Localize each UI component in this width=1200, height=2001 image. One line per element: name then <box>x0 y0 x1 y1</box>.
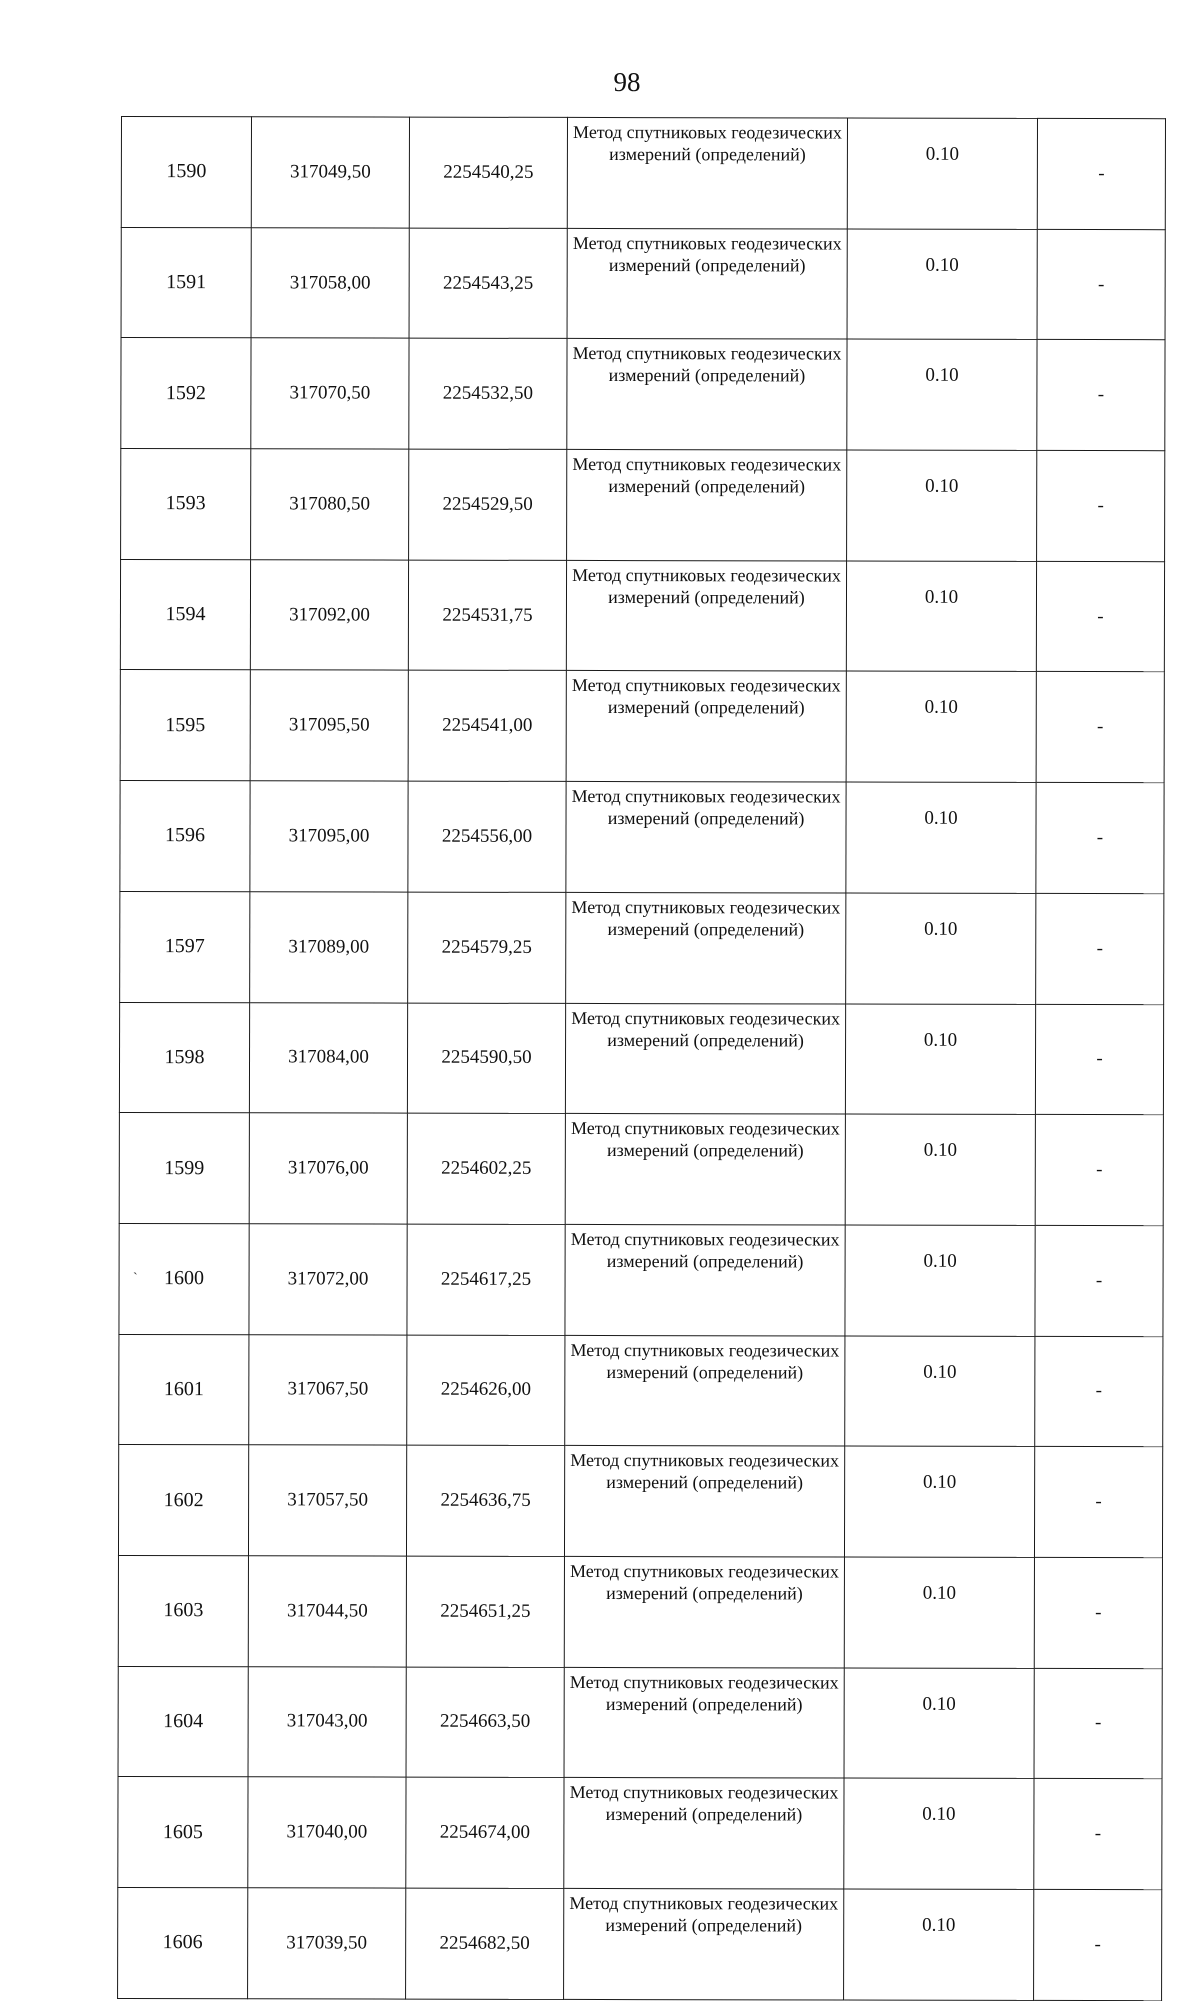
x-coordinate-cell: 317049,50 <box>251 117 409 228</box>
page-number: 98 <box>613 67 641 97</box>
x-coordinate-cell: 317080,50 <box>251 449 409 560</box>
accuracy-cell: 0.10 <box>844 1557 1034 1668</box>
note-cell: - <box>1036 672 1164 783</box>
y-coordinate-cell: 2254540,25 <box>409 117 567 228</box>
note-cell: - <box>1037 229 1165 340</box>
method-cell: Метод спутниковых геодезических измерений (определений) <box>566 560 846 671</box>
accuracy-cell: 0.10 <box>845 1004 1035 1115</box>
point-number-cell: 1600 <box>119 1223 249 1334</box>
x-coordinate-cell: 317076,00 <box>249 1113 407 1224</box>
point-number-cell: 1592 <box>121 338 251 449</box>
accuracy-cell: 0.10 <box>847 450 1037 561</box>
accuracy-cell: 0.10 <box>847 118 1037 229</box>
y-coordinate-cell: 2254579,25 <box>408 892 566 1003</box>
table-row <box>120 781 1164 894</box>
accuracy-cell: 0.10 <box>845 1336 1035 1447</box>
note-cell: - <box>1037 118 1165 229</box>
x-coordinate-cell: 317092,00 <box>250 560 408 671</box>
accuracy-cell: 0.10 <box>844 1778 1034 1889</box>
method-cell: Метод спутниковых геодезических измерений (определений) <box>565 1335 845 1446</box>
accuracy-cell: 0.10 <box>846 561 1036 672</box>
method-cell: Метод спутниковых геодезических измерений (определений) <box>567 228 847 339</box>
y-coordinate-cell: 2254541,00 <box>408 671 566 782</box>
y-coordinate-cell: 2254602,25 <box>407 1113 565 1224</box>
note-cell: - <box>1036 783 1164 894</box>
x-coordinate-cell: 317089,00 <box>250 892 408 1003</box>
method-cell: Метод спутниковых геодезических измерений (определений) <box>564 1778 844 1889</box>
table-row <box>119 1334 1163 1447</box>
x-coordinate-cell: 317039,50 <box>248 1888 406 1999</box>
accuracy-cell: 0.10 <box>846 782 1036 893</box>
y-coordinate-cell: 2254617,25 <box>407 1224 565 1335</box>
point-number-cell: 1591 <box>121 227 251 338</box>
y-coordinate-cell: 2254626,00 <box>407 1335 565 1446</box>
x-coordinate-cell: 317095,50 <box>250 670 408 781</box>
coordinates-table-body <box>118 117 1166 2001</box>
note-cell: - <box>1036 893 1164 1004</box>
method-cell: Метод спутниковых геодезических измерений (определений) <box>564 1888 844 1999</box>
table-row <box>119 1113 1163 1226</box>
x-coordinate-cell: 317095,00 <box>250 781 408 892</box>
point-number-cell: 1597 <box>120 891 250 1002</box>
point-number-cell: 1606 <box>118 1887 248 1998</box>
note-cell: - <box>1034 1668 1162 1779</box>
accuracy-cell: 0.10 <box>845 1114 1035 1225</box>
x-coordinate-cell: 317058,00 <box>251 227 409 338</box>
note-cell: - <box>1036 561 1164 672</box>
table-row <box>121 227 1165 340</box>
note-cell: - <box>1035 1115 1163 1226</box>
y-coordinate-cell: 2254590,50 <box>407 1003 565 1114</box>
method-cell: Метод спутниковых геодезических измерений (определений) <box>564 1446 844 1557</box>
point-number-cell: 1601 <box>119 1334 249 1445</box>
point-number-cell: 1593 <box>121 449 251 560</box>
accuracy-cell: 0.10 <box>847 229 1037 340</box>
method-cell: Метод спутниковых геодезических измерений (определений) <box>564 1667 844 1778</box>
point-number-cell: 1605 <box>118 1777 248 1888</box>
method-cell: Метод спутниковых геодезических измерений (определений) <box>566 782 846 893</box>
point-number-cell: 1604 <box>118 1666 248 1777</box>
accuracy-cell: 0.10 <box>846 893 1036 1004</box>
table-row <box>121 117 1165 230</box>
note-cell: - <box>1035 1336 1163 1447</box>
note-cell: - <box>1035 1225 1163 1336</box>
x-coordinate-cell: 317043,00 <box>248 1666 406 1777</box>
y-coordinate-cell: 2254636,75 <box>406 1445 564 1556</box>
x-coordinate-cell: 317044,50 <box>248 1556 406 1667</box>
method-cell: Метод спутниковых геодезических измерений (определений) <box>566 892 846 1003</box>
scan-mark: ` <box>133 1271 138 1286</box>
point-number-cell: 1590 <box>121 117 251 228</box>
y-coordinate-cell: 2254543,25 <box>409 228 567 339</box>
accuracy-cell: 0.10 <box>846 671 1036 782</box>
accuracy-cell: 0.10 <box>845 1225 1035 1336</box>
table-row <box>119 1223 1163 1336</box>
x-coordinate-cell: 317040,00 <box>248 1777 406 1888</box>
table-row <box>120 670 1164 783</box>
x-coordinate-cell: 317057,50 <box>248 1445 406 1556</box>
table-row <box>118 1555 1162 1668</box>
note-cell: - <box>1034 1557 1162 1668</box>
y-coordinate-cell: 2254529,50 <box>409 449 567 560</box>
method-cell: Метод спутниковых геодезических измерений (определений) <box>567 117 847 228</box>
point-number-cell: 1595 <box>120 670 250 781</box>
method-cell: Метод спутниковых геодезических измерений (определений) <box>565 1003 845 1114</box>
note-cell: - <box>1035 1004 1163 1115</box>
coordinates-table <box>117 116 1166 2001</box>
table-row <box>118 1777 1162 1890</box>
y-coordinate-cell: 2254651,25 <box>406 1556 564 1667</box>
point-number-cell: 1602 <box>118 1445 248 1556</box>
table-row <box>118 1445 1162 1558</box>
point-number-cell: 1599 <box>119 1113 249 1224</box>
y-coordinate-cell: 2254556,00 <box>408 781 566 892</box>
accuracy-cell: 0.10 <box>847 339 1037 450</box>
point-number-cell: 1603 <box>118 1555 248 1666</box>
method-cell: Метод спутниковых геодезических измерений (определений) <box>565 1114 845 1225</box>
y-coordinate-cell: 2254674,00 <box>406 1777 564 1888</box>
method-cell: Метод спутниковых геодезических измерений (определений) <box>567 449 847 560</box>
table-row <box>118 1887 1162 2000</box>
table-row <box>120 891 1164 1004</box>
y-coordinate-cell: 2254531,75 <box>408 560 566 671</box>
method-cell: Метод спутниковых геодезических измерений (определений) <box>567 339 847 450</box>
note-cell: - <box>1034 1889 1162 2000</box>
accuracy-cell: 0.10 <box>844 1446 1034 1557</box>
y-coordinate-cell: 2254682,50 <box>406 1888 564 1999</box>
table-row <box>120 559 1164 672</box>
method-cell: Метод спутниковых геодезических измерений (определений) <box>564 1556 844 1667</box>
x-coordinate-cell: 317072,00 <box>249 1224 407 1335</box>
accuracy-cell: 0.10 <box>844 1668 1034 1779</box>
x-coordinate-cell: 317084,00 <box>249 1002 407 1113</box>
note-cell: - <box>1034 1447 1162 1558</box>
note-cell: - <box>1037 450 1165 561</box>
x-coordinate-cell: 317067,50 <box>249 1334 407 1445</box>
y-coordinate-cell: 2254532,50 <box>409 338 567 449</box>
note-cell: - <box>1034 1779 1162 1890</box>
point-number-cell: 1598 <box>119 1002 249 1113</box>
table-row <box>118 1666 1162 1779</box>
x-coordinate-cell: 317070,50 <box>251 338 409 449</box>
table-row <box>119 1002 1163 1115</box>
accuracy-cell: 0.10 <box>844 1889 1034 2000</box>
method-cell: Метод спутниковых геодезических измерений (определений) <box>565 1224 845 1335</box>
note-cell: - <box>1037 340 1165 451</box>
y-coordinate-cell: 2254663,50 <box>406 1667 564 1778</box>
table-row <box>121 449 1165 562</box>
method-cell: Метод спутниковых геодезических измерений (определений) <box>566 671 846 782</box>
table-row <box>121 338 1165 451</box>
point-number-cell: 1596 <box>120 781 250 892</box>
point-number-cell: 1594 <box>120 559 250 670</box>
